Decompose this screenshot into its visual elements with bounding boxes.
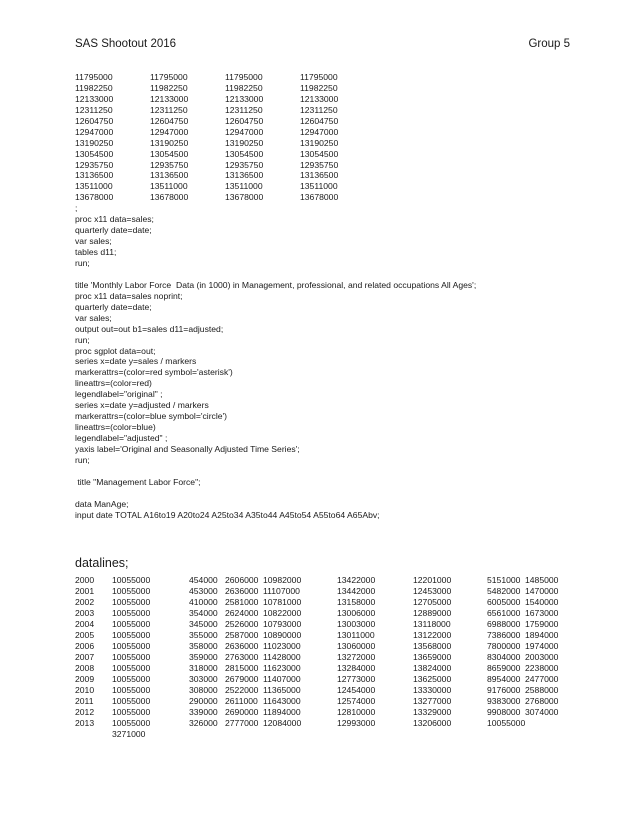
- data-cell: 11407000: [263, 674, 301, 684]
- code-block-data-step: [75, 499, 575, 521]
- data-cell: 12084000: [263, 718, 302, 728]
- number-cell: 12935750: [75, 159, 114, 170]
- data-cell: 10781000: [263, 597, 302, 607]
- number-cell: 13190250: [75, 137, 114, 148]
- data-cell: 6988000: [487, 619, 521, 629]
- code-line: run;: [75, 454, 90, 465]
- data-cell: 9383000: [487, 696, 521, 706]
- data-cell: 2815000: [225, 663, 259, 673]
- number-cell: 12133000: [225, 93, 264, 104]
- data-cell: 10055000: [112, 663, 151, 673]
- data-cell: 2009: [75, 674, 95, 684]
- data-cell: 453000: [189, 586, 218, 596]
- data-cell: 1759000: [525, 619, 559, 629]
- data-cell: 11894000: [263, 707, 301, 717]
- data-cell: 12705000: [413, 597, 452, 607]
- data-cell: 1540000: [525, 597, 559, 607]
- data-row: [75, 641, 575, 652]
- data-row: [75, 685, 575, 696]
- data-cell: 6005000: [487, 597, 521, 607]
- data-cell: 10982000: [263, 575, 302, 585]
- number-cell: 13678000: [300, 192, 339, 203]
- number-cell: 13678000: [225, 192, 264, 203]
- data-cell: 2010: [75, 685, 95, 695]
- data-cell: 2588000: [525, 685, 559, 695]
- number-cell: 12935750: [225, 159, 264, 170]
- code-line: run;: [75, 257, 90, 268]
- header-group: Group 5: [528, 38, 570, 50]
- data-cell: 2587000: [225, 630, 259, 640]
- number-cell: 12133000: [150, 93, 189, 104]
- number-cell: 13511000: [75, 181, 113, 192]
- data-cell: 12810000: [337, 707, 376, 717]
- number-cell: 13136500: [150, 170, 189, 181]
- number-cell: 11982250: [150, 82, 188, 93]
- number-cell: 11982250: [225, 82, 263, 93]
- number-row: [75, 127, 575, 138]
- data-cell: 7386000: [487, 630, 521, 640]
- data-cell: 1974000: [525, 641, 559, 651]
- data-cell: 3074000: [525, 707, 559, 717]
- data-cell: 2624000: [225, 608, 259, 618]
- code-line: proc x11 data=sales noprint;: [75, 290, 183, 301]
- data-cell: 13122000: [413, 630, 452, 640]
- data-cell: 354000: [189, 608, 218, 618]
- number-row: [75, 160, 575, 171]
- code-line: quarterly date=date;: [75, 225, 152, 236]
- number-cell: 13511000: [150, 181, 188, 192]
- number-cell: 11795000: [150, 72, 188, 82]
- data-cell: 2777000: [225, 718, 259, 728]
- datalines-label: datalines;: [75, 556, 129, 570]
- data-cell: 12201000: [413, 575, 452, 585]
- number-cell: 13054500: [225, 148, 264, 159]
- data-cell: 5151000: [487, 575, 521, 585]
- number-row: [75, 181, 575, 192]
- number-cell: 12604750: [300, 115, 339, 126]
- data-cell: 11428000: [263, 652, 301, 662]
- data-row: [75, 630, 575, 641]
- code-line: legendlabel="adjusted" ;: [75, 433, 168, 443]
- number-cell: 11795000: [300, 72, 338, 82]
- data-row: [75, 597, 575, 608]
- data-cell: 2001: [75, 586, 95, 596]
- number-row: [75, 138, 575, 149]
- data-cell: 10055000: [112, 718, 151, 728]
- data-cell: 12773000: [337, 674, 376, 684]
- code-line: markerattrs=(color=blue symbol='circle'): [75, 411, 228, 422]
- data-cell: 8304000: [487, 652, 521, 662]
- data-cell: 303000: [189, 674, 218, 684]
- code-block-sgplot: [75, 280, 575, 466]
- data-cell: 326000: [189, 718, 218, 728]
- data-cell: 12453000: [413, 586, 452, 596]
- data-cell: 9176000: [487, 685, 521, 695]
- number-cell: 13054500: [300, 148, 339, 159]
- data-cell: 2636000: [225, 641, 259, 651]
- data-cell: 2526000: [225, 619, 259, 629]
- number-cell: 12604750: [225, 115, 264, 126]
- number-cell: 11982250: [75, 82, 113, 93]
- data-cell: 2611000: [225, 696, 258, 706]
- number-cell: 12604750: [75, 115, 114, 126]
- data-cell: 13277000: [413, 696, 452, 706]
- data-cell: 355000: [189, 630, 218, 640]
- code-line: input date TOTAL A16to19 A20to24 A25to34 A35to44 A45to54 A55to64 A65Abv;: [75, 509, 380, 520]
- number-cell: 13190250: [225, 137, 264, 148]
- data-cell: 2763000: [225, 652, 259, 662]
- number-row: [75, 192, 575, 203]
- data-cell: 13824000: [413, 663, 452, 673]
- data-cell: 2007: [75, 652, 95, 662]
- number-cell: 13190250: [150, 137, 189, 148]
- data-cell: 339000: [189, 707, 218, 717]
- data-cell: 8954000: [487, 674, 521, 684]
- data-cell: 10055000: [112, 707, 151, 717]
- data-cell: 2679000: [225, 674, 259, 684]
- number-cell: 11795000: [225, 72, 263, 82]
- code-line: yaxis label='Original and Seasonally Adjusted Time Series';: [75, 443, 300, 454]
- number-cell: 13136500: [75, 170, 114, 181]
- data-cell: 1894000: [525, 630, 559, 640]
- data-cell: 358000: [189, 641, 218, 651]
- number-row: [75, 149, 575, 160]
- number-cell: 12947000: [300, 126, 339, 137]
- number-cell: 12947000: [225, 126, 264, 137]
- data-cell: 12993000: [337, 718, 376, 728]
- data-cell: 13003000: [337, 619, 376, 629]
- data-cell: 13158000: [337, 597, 376, 607]
- data-cell: 13011000: [337, 630, 375, 640]
- number-cell: 12311250: [150, 104, 188, 115]
- code-line: title 'Monthly Labor Force Data (in 1000) in Management, professional, and related occupations All Ages';: [75, 279, 477, 290]
- code-line: proc sgplot data=out;: [75, 345, 156, 356]
- data-cell: 13206000: [413, 718, 452, 728]
- data-cell: 2012: [75, 707, 95, 717]
- data-cell: 10055000: [112, 674, 151, 684]
- data-row: [75, 718, 575, 729]
- data-cell: 2522000: [225, 685, 259, 695]
- data-cell: 2690000: [225, 707, 259, 717]
- data-row: [75, 619, 575, 630]
- number-cell: 12947000: [75, 126, 114, 137]
- number-cell: 12311250: [300, 104, 338, 115]
- data-cell: 1485000: [525, 575, 559, 585]
- data-cell: 359000: [189, 652, 218, 662]
- code-line: quarterly date=date;: [75, 301, 152, 312]
- data-cell: 2581000: [225, 597, 259, 607]
- data-row: [75, 707, 575, 718]
- data-row: [75, 674, 575, 685]
- code-line: markerattrs=(color=red symbol='asterisk'): [75, 367, 233, 378]
- data-cell: 10822000: [263, 608, 302, 618]
- data-cell: 13272000: [337, 652, 376, 662]
- data-cell: 13060000: [337, 641, 376, 651]
- data-cell: 308000: [189, 685, 218, 695]
- data-cell: 2000: [75, 575, 95, 585]
- code-line: proc x11 data=sales;: [75, 214, 154, 225]
- number-cell: 12311250: [225, 104, 263, 115]
- data-cell: 345000: [189, 619, 218, 629]
- data-cell: 2004: [75, 619, 95, 629]
- number-row: [75, 170, 575, 181]
- data-cell: 7800000: [487, 641, 521, 651]
- data-cell: 10055000: [112, 641, 151, 651]
- data-cell: 9908000: [487, 707, 521, 717]
- number-cell: 12133000: [300, 93, 339, 104]
- number-row: [75, 94, 575, 105]
- data-cell: 3271000: [112, 729, 146, 739]
- data-cell: 11107000: [263, 586, 300, 596]
- number-cell: 13136500: [225, 170, 264, 181]
- data-cell: 11365000: [263, 685, 301, 695]
- data-cell: 6561000: [487, 608, 521, 618]
- data-cell: 454000: [189, 575, 218, 585]
- code-line: var sales;: [75, 236, 112, 247]
- data-cell: 10055000: [112, 608, 151, 618]
- data-cell: 2606000: [225, 575, 259, 585]
- code-line: output out=out b1=sales d11=adjusted;: [75, 323, 224, 334]
- code-line: series x=date y=adjusted / markers: [75, 400, 209, 411]
- number-cell: 12133000: [75, 93, 114, 104]
- number-cell: 11795000: [75, 72, 113, 82]
- data-row: [75, 696, 575, 707]
- data-cell: 2013: [75, 718, 95, 728]
- header-title: SAS Shootout 2016: [75, 38, 177, 50]
- data-cell: 2005: [75, 630, 95, 640]
- data-cell: 2238000: [525, 663, 559, 673]
- number-cell: 13511000: [300, 181, 338, 192]
- number-row: [75, 116, 575, 127]
- code-line: ;: [75, 203, 78, 214]
- number-row: [75, 83, 575, 94]
- code-line: series x=date y=sales / markers: [75, 356, 197, 367]
- data-cell: 11643000: [263, 696, 301, 706]
- data-row: [75, 729, 575, 740]
- data-cell: 12454000: [337, 685, 376, 695]
- data-cell: 10793000: [263, 619, 302, 629]
- number-cell: 13136500: [300, 170, 339, 181]
- data-cell: 12889000: [413, 608, 452, 618]
- data-row: [75, 575, 575, 586]
- data-cell: 13006000: [337, 608, 376, 618]
- data-cell: 13659000: [413, 652, 452, 662]
- data-cell: 10890000: [263, 630, 302, 640]
- number-cell: 11982250: [300, 82, 338, 93]
- data-cell: 12574000: [337, 696, 376, 706]
- data-row: [75, 608, 575, 619]
- data-cell: 2011: [75, 696, 94, 706]
- code-line: lineattrs=(color=red): [75, 378, 152, 389]
- data-cell: 2003000: [525, 652, 559, 662]
- data-cell: 13329000: [413, 707, 452, 717]
- data-cell: 11623000: [263, 663, 301, 673]
- data-cell: 10055000: [112, 575, 151, 585]
- data-cell: 2002: [75, 597, 95, 607]
- code-line: data ManAge;: [75, 498, 129, 509]
- number-cell: 13678000: [150, 192, 189, 203]
- number-table: [75, 72, 575, 203]
- data-cell: 8659000: [487, 663, 521, 673]
- data-cell: 318000: [189, 663, 218, 673]
- document-body: [75, 72, 575, 521]
- data-cell: 10055000: [112, 696, 151, 706]
- number-cell: 13054500: [75, 148, 114, 159]
- data-cell: 2003: [75, 608, 95, 618]
- data-cell: 2636000: [225, 586, 259, 596]
- data-cell: 13422000: [337, 575, 376, 585]
- data-cell: 410000: [189, 597, 218, 607]
- code-line: run;: [75, 334, 90, 345]
- data-row: [75, 663, 575, 674]
- data-cell: 1470000: [525, 586, 559, 596]
- number-cell: 13190250: [300, 137, 339, 148]
- code-line: lineattrs=(color=blue): [75, 422, 156, 433]
- data-cell: 2008: [75, 663, 95, 673]
- title-statement: title "Management Labor Force";: [75, 476, 201, 487]
- datalines-table: [75, 575, 575, 740]
- code-block-x11: [75, 203, 575, 269]
- data-cell: 2768000: [525, 696, 559, 706]
- number-cell: 12935750: [150, 159, 189, 170]
- data-cell: 11023000: [263, 641, 301, 651]
- number-cell: 13054500: [150, 148, 189, 159]
- data-cell: 10055000: [112, 619, 151, 629]
- number-row: [75, 72, 575, 83]
- data-row: [75, 586, 575, 597]
- number-cell: 12935750: [300, 159, 339, 170]
- number-row: [75, 105, 575, 116]
- data-cell: 13568000: [413, 641, 452, 651]
- number-cell: 13678000: [75, 192, 114, 203]
- code-line: var sales;: [75, 312, 112, 323]
- data-cell: 10055000: [487, 718, 526, 728]
- data-cell: 13284000: [337, 663, 376, 673]
- number-cell: 12604750: [150, 115, 189, 126]
- number-cell: 13511000: [225, 181, 263, 192]
- data-cell: 5482000: [487, 586, 521, 596]
- data-cell: 13625000: [413, 674, 452, 684]
- data-cell: 2006: [75, 641, 95, 651]
- number-cell: 12311250: [75, 104, 113, 115]
- data-cell: 13330000: [413, 685, 452, 695]
- code-line: tables d11;: [75, 247, 117, 257]
- code-line: legendlabel="original" ;: [75, 389, 163, 400]
- data-cell: 10055000: [112, 630, 151, 640]
- data-cell: 13118000: [413, 619, 451, 629]
- data-cell: 290000: [189, 696, 218, 706]
- data-cell: 1673000: [525, 608, 559, 618]
- data-cell: 13442000: [337, 586, 376, 596]
- data-cell: 10055000: [112, 685, 151, 695]
- number-cell: 12947000: [150, 126, 189, 137]
- data-cell: 2477000: [525, 674, 559, 684]
- data-cell: 10055000: [112, 597, 151, 607]
- data-row: [75, 652, 575, 663]
- data-cell: 10055000: [112, 586, 151, 596]
- data-cell: 10055000: [112, 652, 151, 662]
